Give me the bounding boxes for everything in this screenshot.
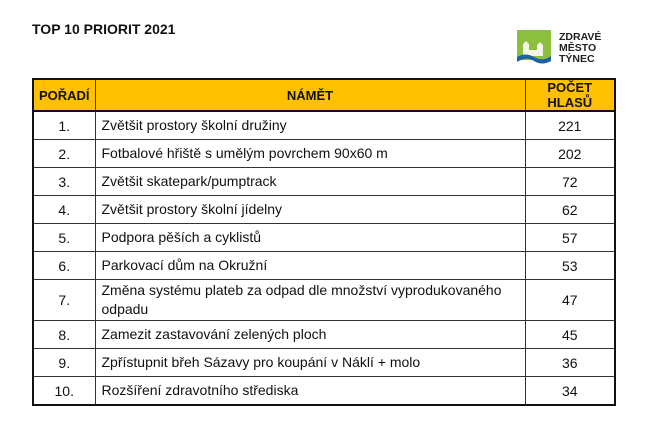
cell-rank: 6.: [33, 252, 95, 280]
cell-votes: 47: [525, 280, 615, 321]
cell-votes: 34: [525, 377, 615, 406]
logo-line: MĚSTO: [559, 41, 597, 54]
cell-rank: 3.: [33, 168, 95, 196]
cell-rank: 1.: [33, 111, 95, 140]
cell-rank: 8.: [33, 321, 95, 349]
cell-rank: 7.: [33, 280, 95, 321]
table-header-row: [33, 79, 615, 111]
cell-topic: Zvětšit prostory školní družiny: [95, 111, 525, 140]
cell-rank: 9.: [33, 349, 95, 377]
table-row: [33, 349, 615, 377]
cell-rank: 10.: [33, 377, 95, 406]
table-row: [33, 224, 615, 252]
cell-rank: 2.: [33, 140, 95, 168]
header-topic: NÁMĚT: [95, 79, 525, 111]
cell-topic: Změna systému plateb za odpad dle množství vyprodukovaného odpadu: [95, 280, 525, 321]
table-row: [33, 140, 615, 168]
table-row: [33, 168, 615, 196]
cell-topic: Zpřístupnit břeh Sázavy pro koupání v Náklí + molo: [95, 349, 525, 377]
table-row: [33, 321, 615, 349]
cell-topic: Podpora pěších a cyklistů: [95, 224, 525, 252]
priorities-table: [32, 78, 616, 406]
cell-topic: Zvětšit skatepark/pumptrack: [95, 168, 525, 196]
logo: [517, 30, 601, 66]
table-row: [33, 196, 615, 224]
cell-rank: 5.: [33, 224, 95, 252]
cell-topic: Rozšíření zdravotního střediska: [95, 377, 525, 406]
logo-line: TÝNEC: [559, 52, 595, 65]
cell-votes: 62: [525, 196, 615, 224]
header-rank: POŘADÍ: [33, 79, 95, 111]
cell-votes: 202: [525, 140, 615, 168]
logo-text: [559, 32, 601, 65]
cell-votes: 53: [525, 252, 615, 280]
cell-votes: 72: [525, 168, 615, 196]
table-row: [33, 280, 615, 321]
logo-icon: [517, 30, 551, 66]
cell-topic: Parkovací dům na Okružní: [95, 252, 525, 280]
table-row: [33, 111, 615, 140]
cell-topic: Zamezit zastavování zelených ploch: [95, 321, 525, 349]
cell-topic: Fotbalové hřiště s umělým povrchem 90x60 m: [95, 140, 525, 168]
header-votes: POČET HLASŮ: [525, 79, 615, 111]
table-row: [33, 377, 615, 406]
cell-votes: 36: [525, 349, 615, 377]
logo-line: ZDRAVÉ: [559, 30, 602, 43]
cell-votes: 57: [525, 224, 615, 252]
cell-votes: 221: [525, 111, 615, 140]
page-title: TOP 10 PRIORIT 2021: [32, 21, 176, 37]
cell-rank: 4.: [33, 196, 95, 224]
table-row: [33, 252, 615, 280]
cell-topic: Zvětšit prostory školní jídelny: [95, 196, 525, 224]
cell-votes: 45: [525, 321, 615, 349]
